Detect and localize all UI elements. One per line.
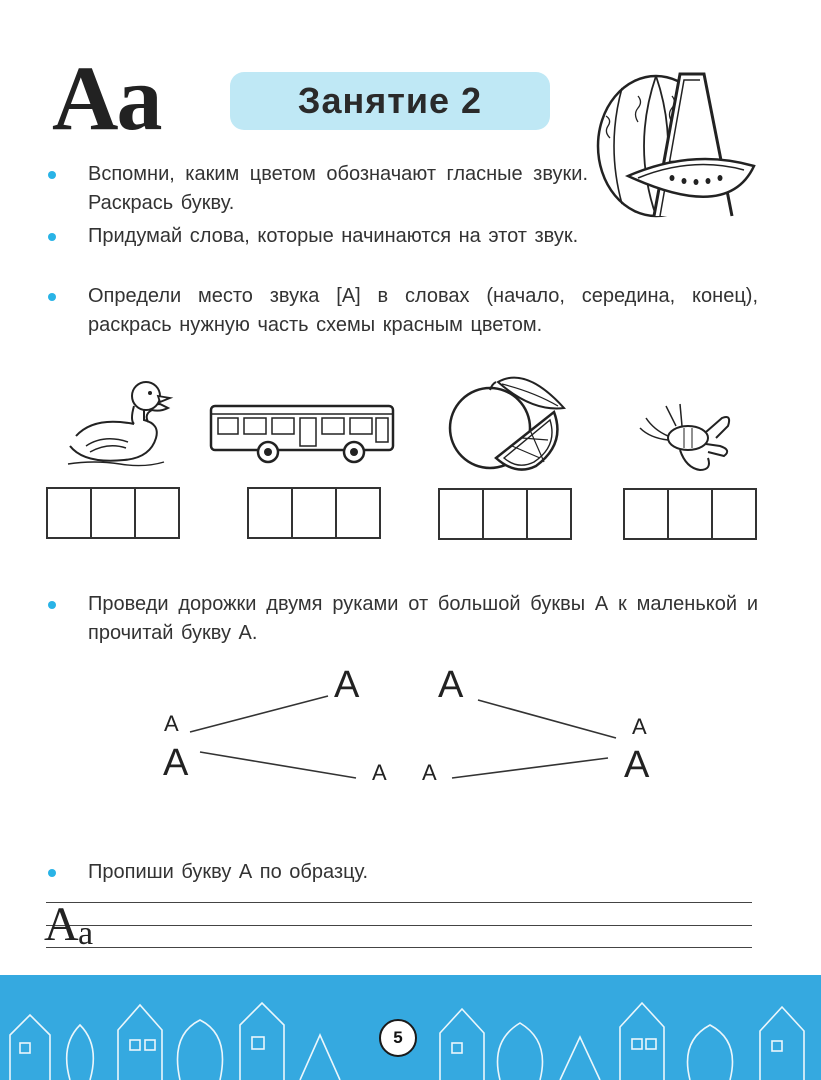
small-letter-mid-right: А bbox=[422, 760, 437, 785]
bullet-icon bbox=[48, 233, 56, 241]
scheme-cell-middle[interactable] bbox=[293, 489, 337, 537]
instruction-copy: Пропиши букву А по образцу. bbox=[48, 858, 758, 887]
scheme-cell-middle[interactable] bbox=[669, 490, 713, 538]
sound-scheme-duck[interactable] bbox=[46, 487, 180, 539]
scheme-cell-middle[interactable] bbox=[484, 490, 528, 538]
big-letter-top-right: А bbox=[438, 664, 464, 706]
sound-scheme-orange[interactable] bbox=[438, 488, 572, 540]
bus-icon bbox=[208, 402, 396, 466]
scheme-cell-end[interactable] bbox=[528, 490, 570, 538]
sound-scheme-crayfish[interactable] bbox=[623, 488, 757, 540]
instruction-1: Вспомни, каким цветом обозначают гласные звуки. Раскрась букву. bbox=[48, 160, 588, 218]
scheme-cell-end[interactable] bbox=[713, 490, 755, 538]
scheme-cell-start[interactable] bbox=[625, 490, 669, 538]
writing-line-bottom bbox=[46, 947, 752, 948]
page-number: 5 bbox=[379, 1019, 417, 1057]
small-letter-right: А bbox=[632, 714, 647, 739]
scheme-cell-end[interactable] bbox=[337, 489, 379, 537]
scheme-cell-start[interactable] bbox=[440, 490, 484, 538]
scheme-cell-start[interactable] bbox=[48, 489, 92, 537]
duck-icon bbox=[64, 376, 174, 468]
sound-scheme-bus[interactable] bbox=[247, 487, 381, 539]
letter-upper: A bbox=[52, 47, 117, 149]
tracing-paths[interactable] bbox=[150, 660, 690, 800]
big-letter-left: А bbox=[163, 742, 189, 784]
lesson-letter-heading bbox=[52, 47, 161, 149]
bullet-icon bbox=[48, 869, 56, 877]
sample-letter-upper: A bbox=[44, 898, 79, 951]
instruction-paths: Проведи дорожки двумя руками от большой буквы А к маленькой и прочитай букву А. bbox=[48, 590, 758, 648]
letter-lower: a bbox=[116, 47, 161, 149]
orange-icon bbox=[446, 368, 572, 478]
watermelon-letter-a-icon bbox=[592, 66, 760, 226]
path-line-bottom-left bbox=[200, 752, 356, 778]
path-line-top-right bbox=[478, 700, 616, 738]
instruction-3: Определи место звука [А] в словах (начало, середина, конец), раскрась нужную часть схемы красным цветом. bbox=[48, 282, 758, 340]
path-line-top-left bbox=[190, 696, 328, 732]
path-line-bottom-right bbox=[452, 758, 608, 778]
instruction-2: Придумай слова, которые начинаются на этот звук. bbox=[48, 222, 588, 251]
scheme-cell-middle[interactable] bbox=[92, 489, 136, 537]
big-letter-right: А bbox=[624, 744, 650, 786]
small-letter-left: А bbox=[164, 711, 179, 736]
bullet-icon bbox=[48, 601, 56, 609]
writing-line-top bbox=[46, 902, 752, 903]
writing-line-middle bbox=[46, 925, 752, 926]
lesson-title: Занятие 2 bbox=[230, 72, 550, 130]
crayfish-icon bbox=[636, 398, 736, 474]
scheme-cell-start[interactable] bbox=[249, 489, 293, 537]
scheme-cell-end[interactable] bbox=[136, 489, 178, 537]
small-letter-mid-left: А bbox=[372, 760, 387, 785]
bullet-icon bbox=[48, 293, 56, 301]
sample-letter-lower: a bbox=[78, 915, 94, 952]
bullet-icon bbox=[48, 171, 56, 179]
big-letter-top-left: А bbox=[334, 664, 360, 706]
